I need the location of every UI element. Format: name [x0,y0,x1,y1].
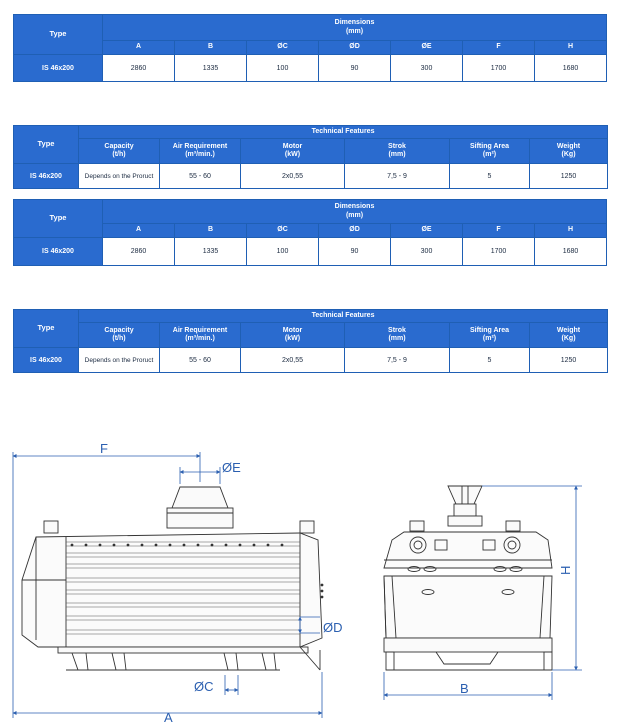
column-header [450,323,530,348]
column-header [79,323,160,348]
technical-features-table [13,125,608,189]
dimensions-title [103,15,607,41]
table-cell: 5 [450,164,530,189]
table-cell: 300 [391,55,463,82]
column-name: Weight [556,326,581,334]
dimension-label-c: ØC [194,679,214,694]
type-header: Type [14,200,103,238]
table-cell: 2x0,55 [241,348,345,373]
technical-features-title: Technical Features [79,126,608,139]
table-cell: 300 [391,238,463,266]
column-unit: (mm) [388,335,406,342]
column-name: Air Requirement [172,142,228,150]
column-unit: (t/h) [112,151,126,158]
column-unit: (Kg) [561,335,576,342]
table-cell: 1700 [463,55,535,82]
dimension-label-d: ØD [323,620,343,635]
column-header: H [535,41,607,55]
column-header: A [103,41,175,55]
dimensions-title-text: Dimensions [334,19,375,26]
table-cell: Depends on the Proruct [79,348,160,373]
table-cell: 1680 [535,238,607,266]
type-header: Type [14,310,79,348]
column-header: ØC [247,41,319,55]
column-header: ØD [319,41,391,55]
table-cell: 55 - 60 [160,164,241,189]
column-header: ØD [319,224,391,238]
column-header [241,139,345,164]
column-name: Sifting Area [469,142,510,150]
table-cell: 1680 [535,55,607,82]
dimensions-table [13,14,607,82]
dimensions-title [103,200,607,224]
column-header: B [175,41,247,55]
dimension-label-h: H [558,565,573,575]
column-unit: (kW) [284,151,301,158]
side-view [22,487,323,670]
table-cell: 2x0,55 [241,164,345,189]
technical-features-title: Technical Features [79,310,608,323]
column-name: Motor [282,142,303,150]
table-cell: 100 [247,55,319,82]
column-unit: (mm) [388,151,406,158]
column-header [79,139,160,164]
column-unit: (m²) [482,151,497,158]
front-view [384,486,552,670]
table-cell: 1250 [530,164,608,189]
column-name: Capacity [104,326,134,334]
column-header [345,323,450,348]
column-header [241,323,345,348]
column-name: Motor [282,326,303,334]
row-type: IS 46x200 [14,238,103,266]
dimensions-unit: (mm) [345,27,364,35]
column-header [345,139,450,164]
column-header: ØE [391,41,463,55]
column-header: A [103,224,175,238]
column-unit: (Kg) [561,151,576,158]
technical-features-table [13,309,608,373]
table-cell: 1250 [530,348,608,373]
column-header [160,139,241,164]
column-unit: (m²) [482,335,497,342]
column-unit: (m³/min.) [185,335,215,342]
dimension-label-e: ØE [222,460,241,475]
row-type: IS 46x200 [14,348,79,373]
table-cell: 100 [247,238,319,266]
column-header: ØE [391,224,463,238]
table-cell: 90 [319,238,391,266]
column-name: Air Requirement [172,326,228,334]
column-header: ØC [247,224,319,238]
column-name: Strok [388,326,406,334]
table-cell: Depends on the Proruct [79,164,160,189]
table-cell: 2860 [103,238,175,266]
table-cell: 55 - 60 [160,348,241,373]
column-unit: (kW) [284,335,301,342]
table-cell: 90 [319,55,391,82]
column-header [450,139,530,164]
dimensions-table [13,199,607,266]
dimensions-title-text: Dimensions [334,203,375,210]
column-header [530,323,608,348]
table-cell: 1700 [463,238,535,266]
column-name: Strok [388,142,406,150]
table-cell: 1335 [175,238,247,266]
dimensions-unit: (mm) [345,211,364,219]
table-cell: 7,5 - 9 [345,164,450,189]
column-unit: (m³/min.) [185,151,215,158]
column-header: F [463,41,535,55]
table-cell: 1335 [175,55,247,82]
table-cell: 2860 [103,55,175,82]
dimension-label-f: F [100,441,108,456]
table-cell: 5 [450,348,530,373]
column-name: Sifting Area [469,326,510,334]
column-unit: (t/h) [112,335,126,342]
row-type: IS 46x200 [14,164,79,189]
column-header: F [463,224,535,238]
column-header: H [535,224,607,238]
column-name: Weight [556,142,581,150]
type-header: Type [14,15,103,55]
dimension-label-b: B [460,681,469,696]
technical-drawing [0,400,620,722]
table-cell: 7,5 - 9 [345,348,450,373]
column-header: B [175,224,247,238]
column-header [530,139,608,164]
column-header [160,323,241,348]
column-name: Capacity [104,142,134,150]
type-header: Type [14,126,79,164]
row-type: IS 46x200 [14,55,103,82]
dimension-label-a: A [164,710,173,722]
